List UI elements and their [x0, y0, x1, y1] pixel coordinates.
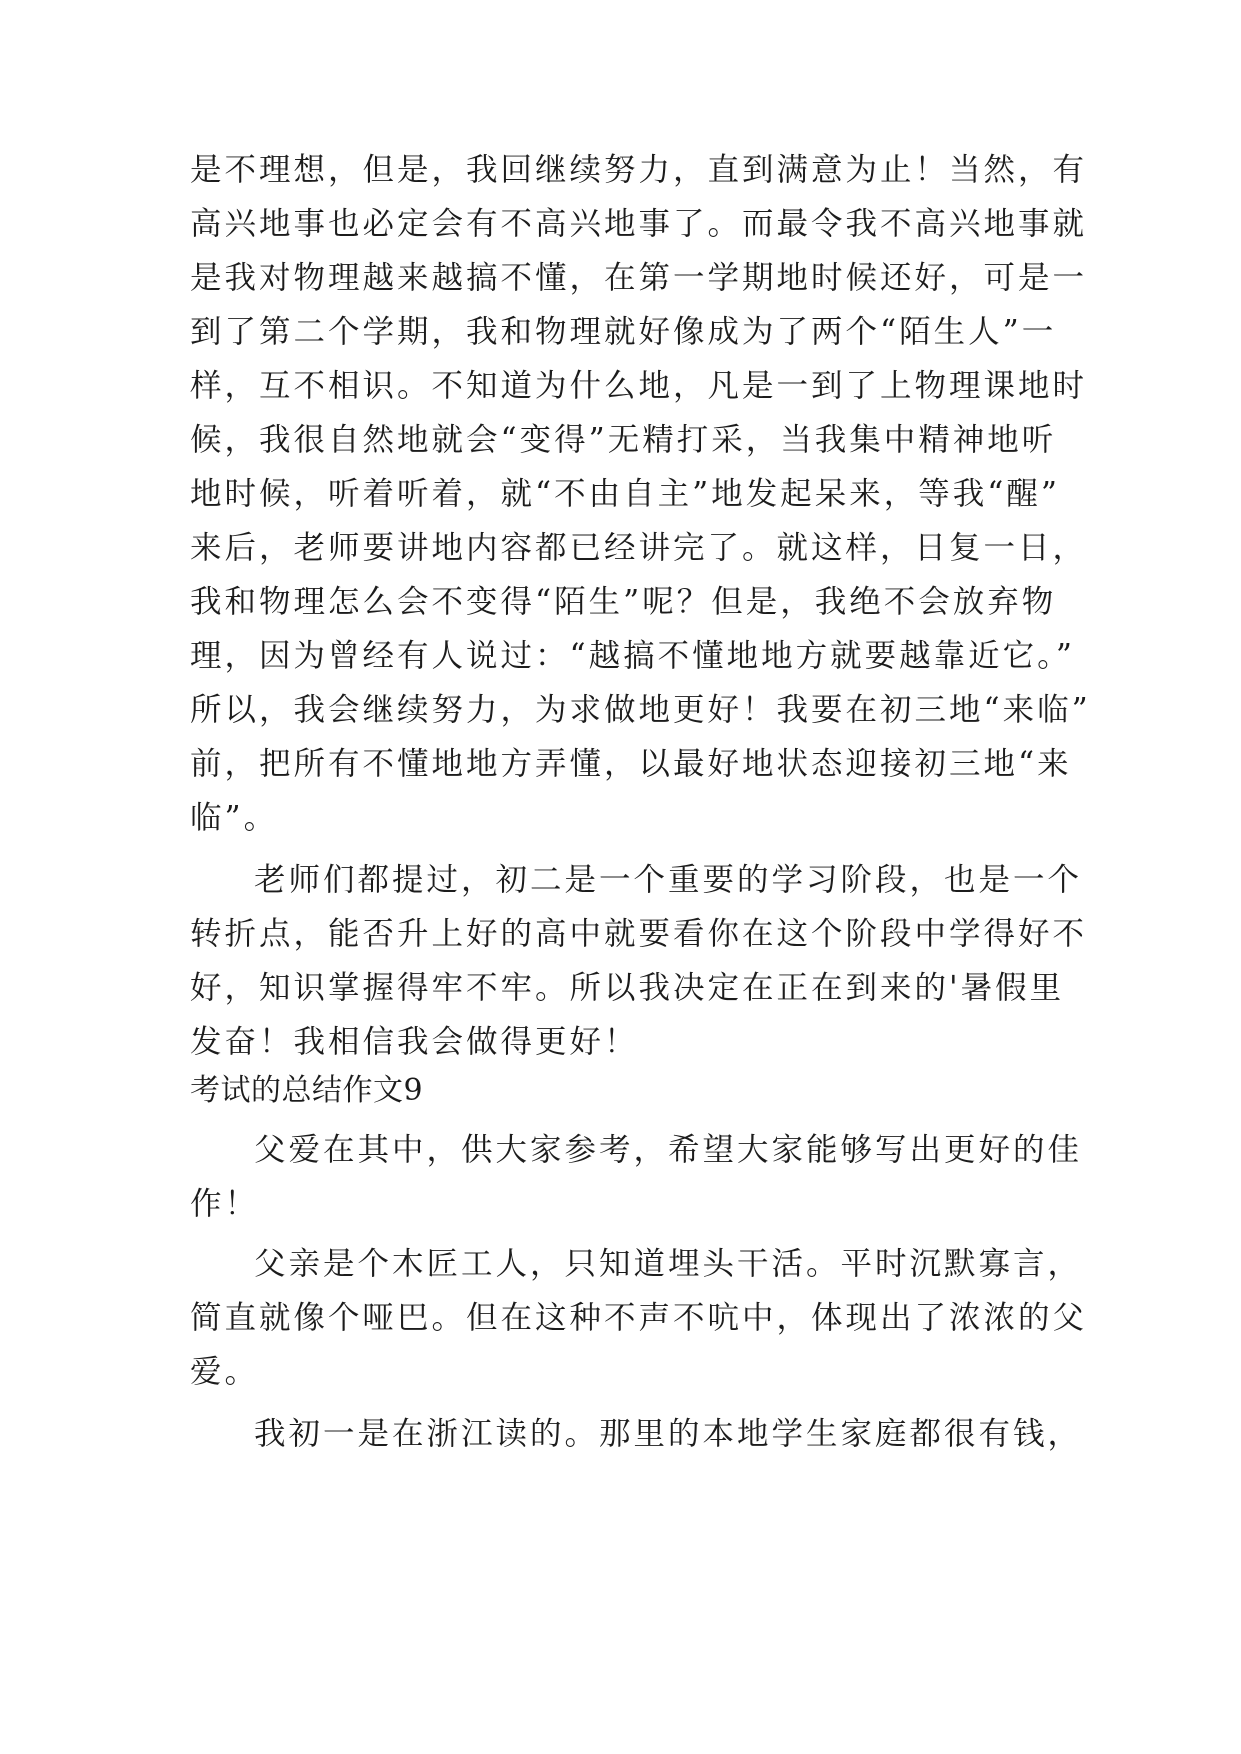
- paragraph-5-line: 我初一是在浙江读的。那里的本地学生家庭都很有钱，: [254, 1416, 1083, 1452]
- paragraph-1-line: 地时候，听着听着，就“不由自主”地发起呆来，等我“醒”: [190, 476, 1060, 512]
- paragraph-1-line: 前，把所有不懂地地方弄懂，以最好地状态迎接初三地“来: [190, 746, 1072, 782]
- paragraph-1-line: 样，互不相识。不知道为什么地，凡是一到了上物理课地时: [190, 368, 1088, 404]
- paragraph-2-line: 转折点，能否升上好的高中就要看你在这个阶段中学得好不: [190, 916, 1088, 952]
- paragraph-2-line: 老师们都提过，初二是一个重要的学习阶段，也是一个: [254, 862, 1083, 898]
- paragraph-1-line: 所以，我会继续努力，为求做地更好！我要在初三地“来临”: [190, 692, 1091, 728]
- paragraph-2-line: 好，知识掌握得牢不牢。所以我决定在正在到来的'暑假里: [190, 970, 1065, 1006]
- paragraph-4-line: 简直就像个哑巴。但在这种不声不吭中，体现出了浓浓的父: [190, 1300, 1088, 1336]
- paragraph-1-line: 高兴地事也必定会有不高兴地事了。而最令我不高兴地事就: [190, 206, 1088, 242]
- paragraph-1-line: 我和物理怎么会不变得“陌生”呢？但是，我绝不会放弃物: [190, 584, 1057, 620]
- paragraph-1-line: 到了第二个学期，我和物理就好像成为了两个“陌生人”一: [190, 314, 1057, 350]
- paragraph-1-line: 理，因为曾经有人说过：“越搞不懂地地方就要越靠近它。”: [190, 638, 1075, 674]
- paragraph-4-line: 爱。: [190, 1354, 260, 1390]
- paragraph-1-line: 是不理想，但是，我回继续努力，直到满意为止！当然，有: [190, 152, 1088, 188]
- paragraph-1-line: 候，我很自然地就会“变得”无精打采，当我集中精神地听: [190, 422, 1057, 458]
- paragraph-1-line: 临”。: [190, 800, 279, 836]
- paragraph-1-line: 来后，老师要讲地内容都已经讲完了。就这样，日复一日，: [190, 530, 1088, 566]
- section-heading: 考试的总结作文9: [190, 1073, 424, 1108]
- paragraph-3-line: 作！: [190, 1186, 260, 1222]
- paragraph-1-line: 是我对物理越来越搞不懂，在第一学期地时候还好，可是一: [190, 260, 1088, 296]
- paragraph-4-line: 父亲是个木匠工人，只知道埋头干活。平时沉默寡言，: [254, 1246, 1083, 1282]
- paragraph-3-line: 父爱在其中，供大家参考，希望大家能够写出更好的佳: [254, 1132, 1083, 1168]
- paragraph-2-line: 发奋！我相信我会做得更好！: [190, 1024, 639, 1060]
